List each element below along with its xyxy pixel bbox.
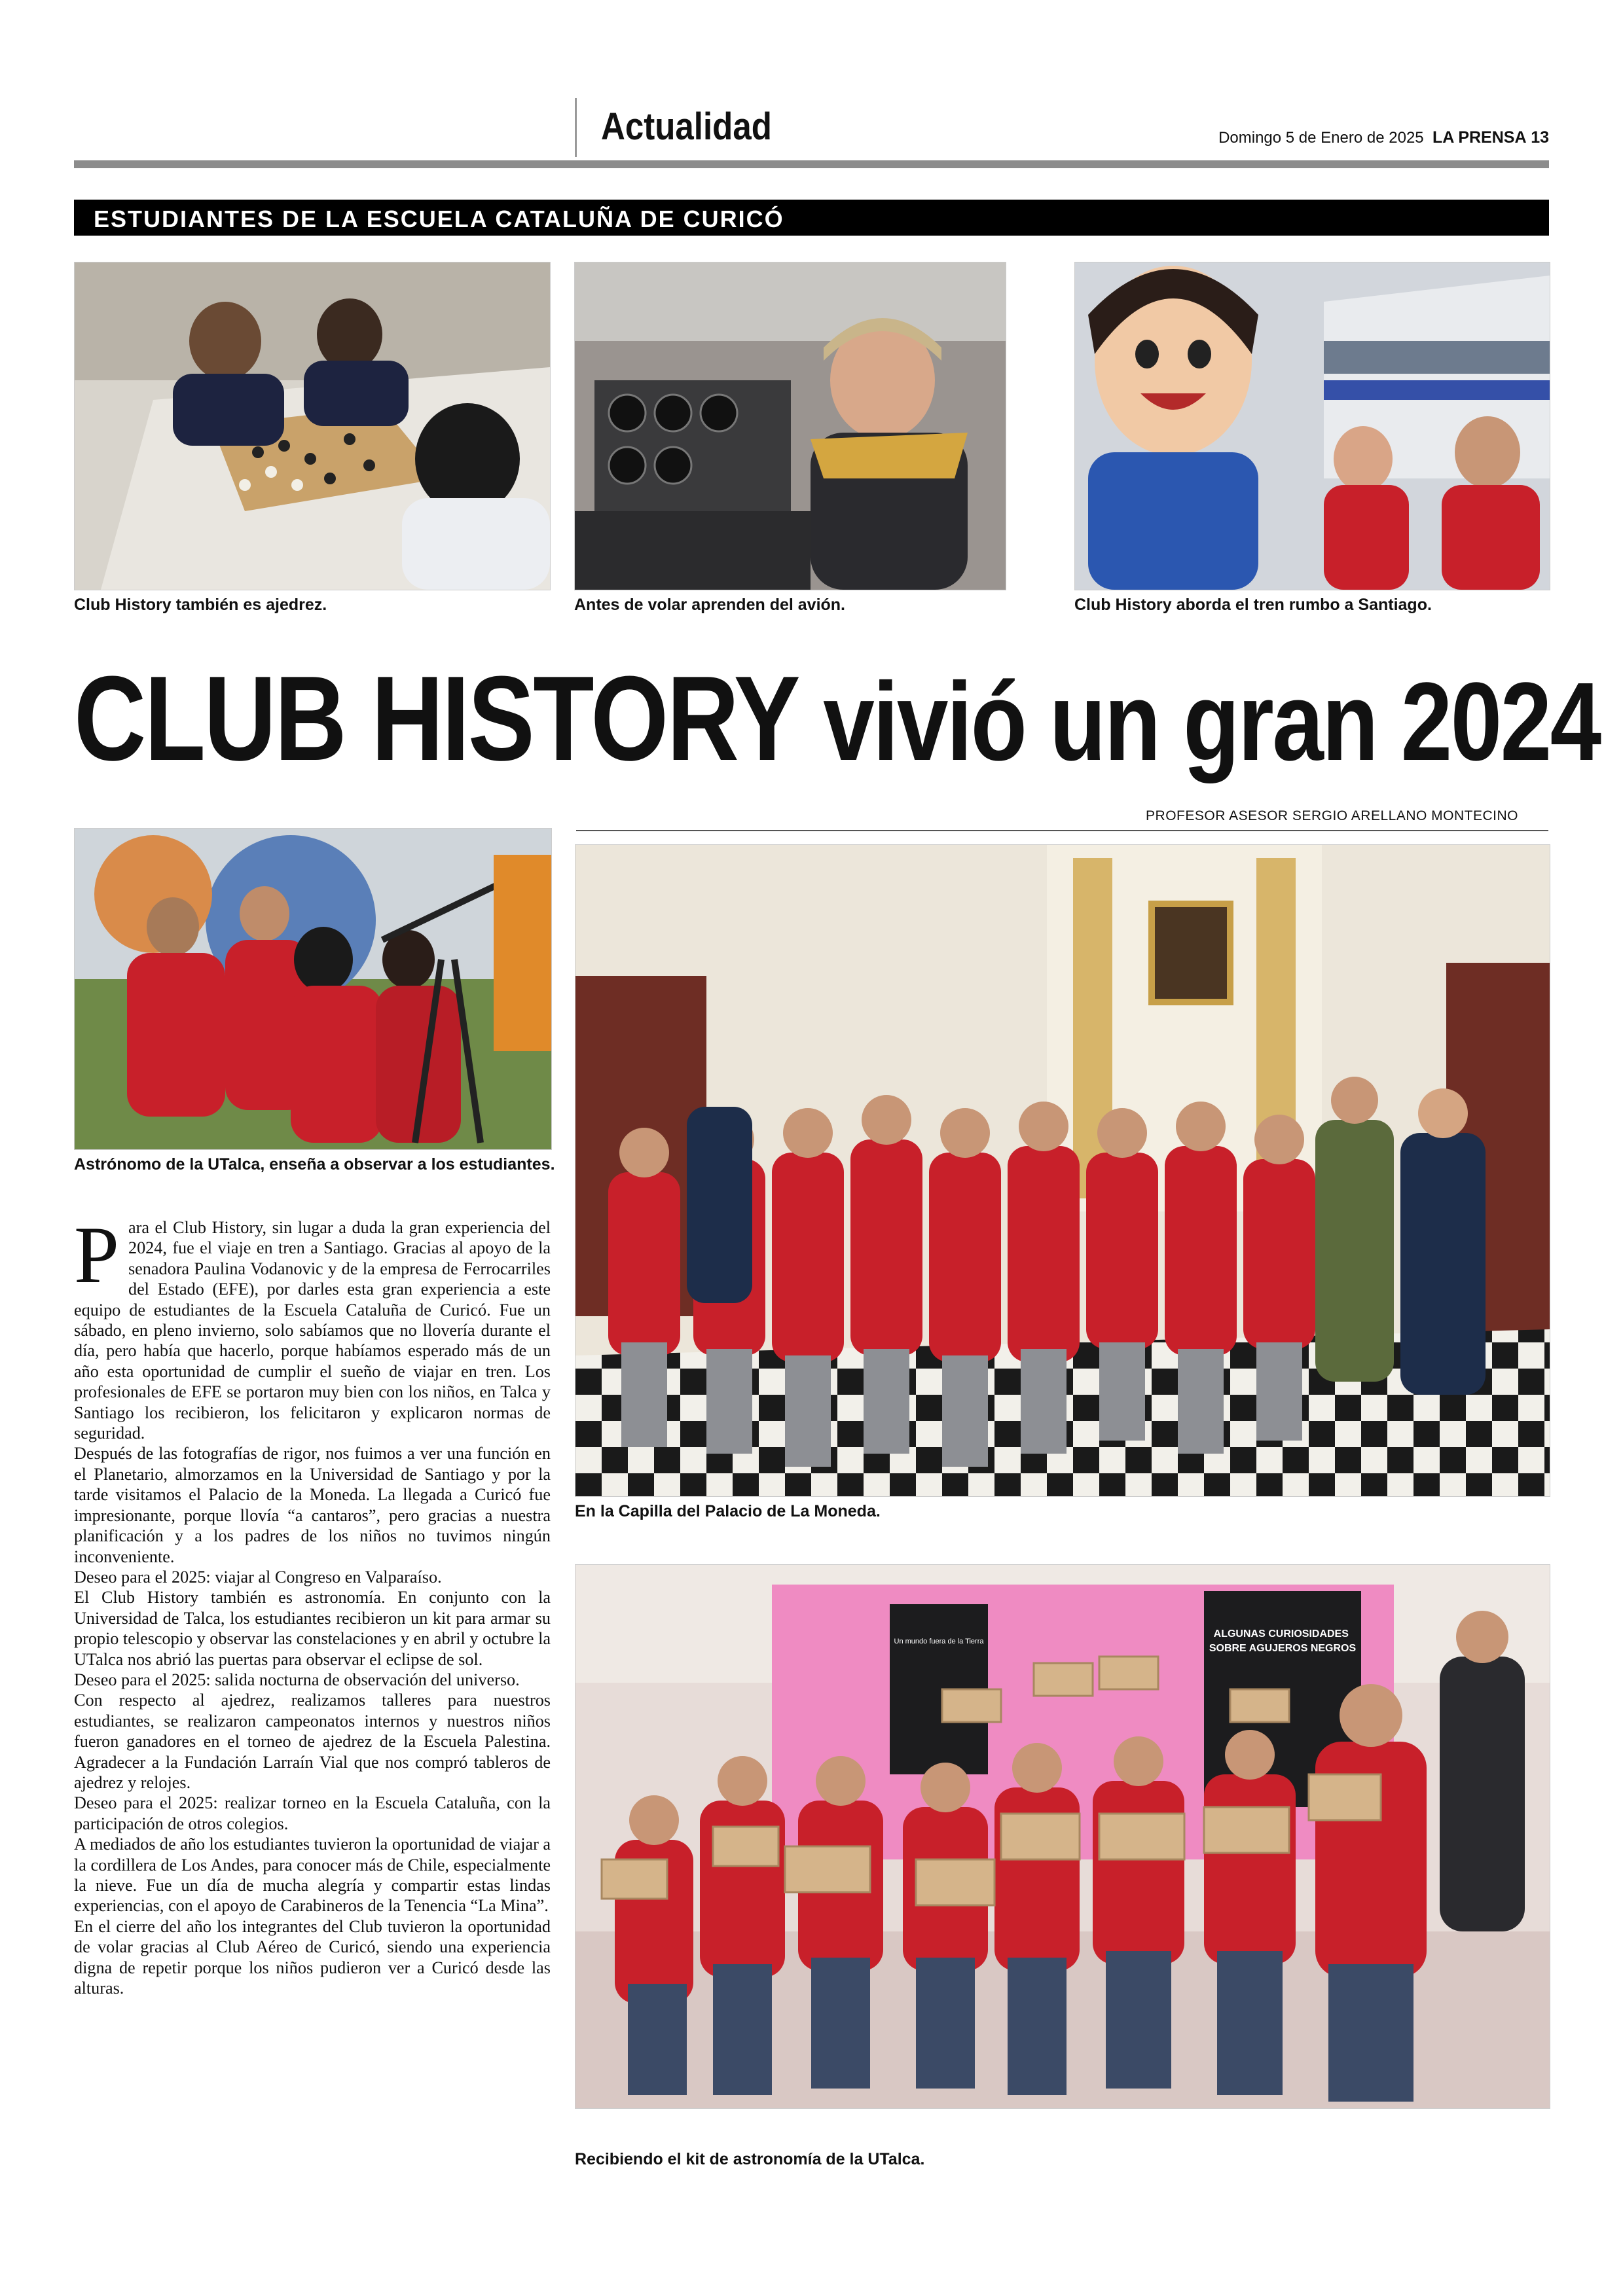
photo-kit	[575, 1564, 1550, 2109]
section-title: Actualidad	[601, 105, 772, 148]
byline-rule	[576, 830, 1548, 831]
paper-name: LA PRENSA	[1432, 128, 1527, 147]
kicker-text: ESTUDIANTES DE LA ESCUELA CATALUÑA DE CURICÓ	[94, 206, 784, 232]
article-p1: ara el Club History, sin lugar a duda la gran experiencia del 2024, fue el viaje en tren a Santiago. Gracias al apoyo de la senadora Paulina Vodanovic y de la empresa de Ferrocarriles del Estado (EFE), por darles esta gran experiencia a este equipo de estudiantes de la Escuela Cataluña de Curicó. Fue un sábado, en pleno invierno, solo sabíamos que no llovería durante el día, pero había que hacerlo, porque habíamos esperado más de un año esta oportunidad de cumplir el sueño de viajar en tren. Los profesionales de EFE se portaron muy bien con los niños, en Talca y Santiago los recibieron, los felicitaron y explicaron normas de seguridad.	[74, 1218, 551, 1443]
article-paragraph: Deseo para el 2025: viajar al Congreso en Valparaíso.	[74, 1567, 442, 1587]
headline	[74, 651, 1600, 785]
caption-chess: Club History también es ajedrez.	[74, 596, 327, 614]
byline: PROFESOR ASESOR SERGIO ARELLANO MONTECINO	[1146, 808, 1518, 823]
photo-train	[1074, 262, 1550, 590]
article-paragraph: En el cierre del año los integrantes del Club tuvieron la oportunidad de volar gracias al Club Aéreo de Curicó, siendo una experiencia digna de repetir porque los niños pudieron ver a Curicó desde las alturas.	[74, 1916, 551, 1998]
caption-train: Club History aborda el tren rumbo a Santiago.	[1074, 596, 1432, 614]
photo-cockpit	[574, 262, 1006, 590]
photo-chess	[74, 262, 551, 590]
issue-date: Domingo 5 de Enero de 2025	[1218, 129, 1424, 147]
article-paragraph: Deseo para el 2025: salida nocturna de observación del universo.	[74, 1670, 520, 1689]
header-rule	[74, 160, 1549, 168]
caption-telescope: Astrónomo de la UTalca, enseña a observar a los estudiantes.	[74, 1155, 555, 1174]
article-paragraph: Con respecto al ajedrez, realizamos talleres para nuestros estudiantes, se realizaron campeonatos internos y nuestros niños fueron ganadores en el torneo de ajedrez de la Escuela Palestina. Agradecer a la Fundación Larraín Vial que nos compró tableros de ajedrez y relojes.	[74, 1691, 551, 1792]
caption-kit: Recibiendo el kit de astronomía de la UTalca.	[575, 2150, 925, 2168]
kicker-bar	[74, 200, 1549, 236]
headline-text	[74, 651, 1600, 785]
drop-cap: P	[74, 1210, 119, 1300]
page-number: 13	[1531, 128, 1549, 147]
article-body	[74, 1210, 551, 1998]
article-paragraph: Deseo para el 2025: realizar torneo en la Escuela Cataluña, con la participación de otros colegios.	[74, 1793, 551, 1833]
photo-telescope	[74, 828, 552, 1150]
header-divider	[575, 98, 577, 157]
poster-small: Un mundo fuera de la Tierra	[894, 1638, 984, 1645]
poster-title: ALGUNAS CURIOSIDADES SOBRE AGUJEROS NEGROS	[1209, 1628, 1357, 1654]
headline-part2: vivió un gran 2024	[823, 660, 1600, 784]
article-paragraph: Después de las fotografías de rigor, nos fuimos a ver una función en el Planetario, almorzamos en la Universidad de Santiago y por la tarde visitamos el Palacio de la Moneda. La llegada a Curicó fue impresionante, porque llovía “a cantaros”, pero gracias a nuestra planificación y a los padres de los niños no tuvimos ningún inconveniente.	[74, 1444, 551, 1566]
caption-moneda: En la Capilla del Palacio de La Moneda.	[575, 1502, 881, 1520]
article-paragraph: El Club History también es astronomía. En conjunto con la Universidad de Talca, los estudiantes recibieron un kit para armar su propio telescopio y observar las constelaciones y en abril y octubre la UTalca nos abrió las puertas para observar el eclipse de sol.	[74, 1588, 551, 1669]
headline-part1: CLUB HISTORY	[74, 651, 797, 785]
article-paragraph	[74, 1210, 551, 1443]
photo-moneda	[575, 844, 1550, 1497]
caption-cockpit: Antes de volar aprenden del avión.	[574, 596, 846, 614]
article-paragraph: A mediados de año los estudiantes tuvieron la oportunidad de viajar a la cordillera de Los Andes, para conocer más de Chile, especialmente la nieve. Fue un día de mucha alegría y compartir estas lindas experiencias, con el apoyo de Carabineros de la Tenencia “La Mina”.	[74, 1835, 551, 1916]
dateline	[1218, 128, 1549, 147]
